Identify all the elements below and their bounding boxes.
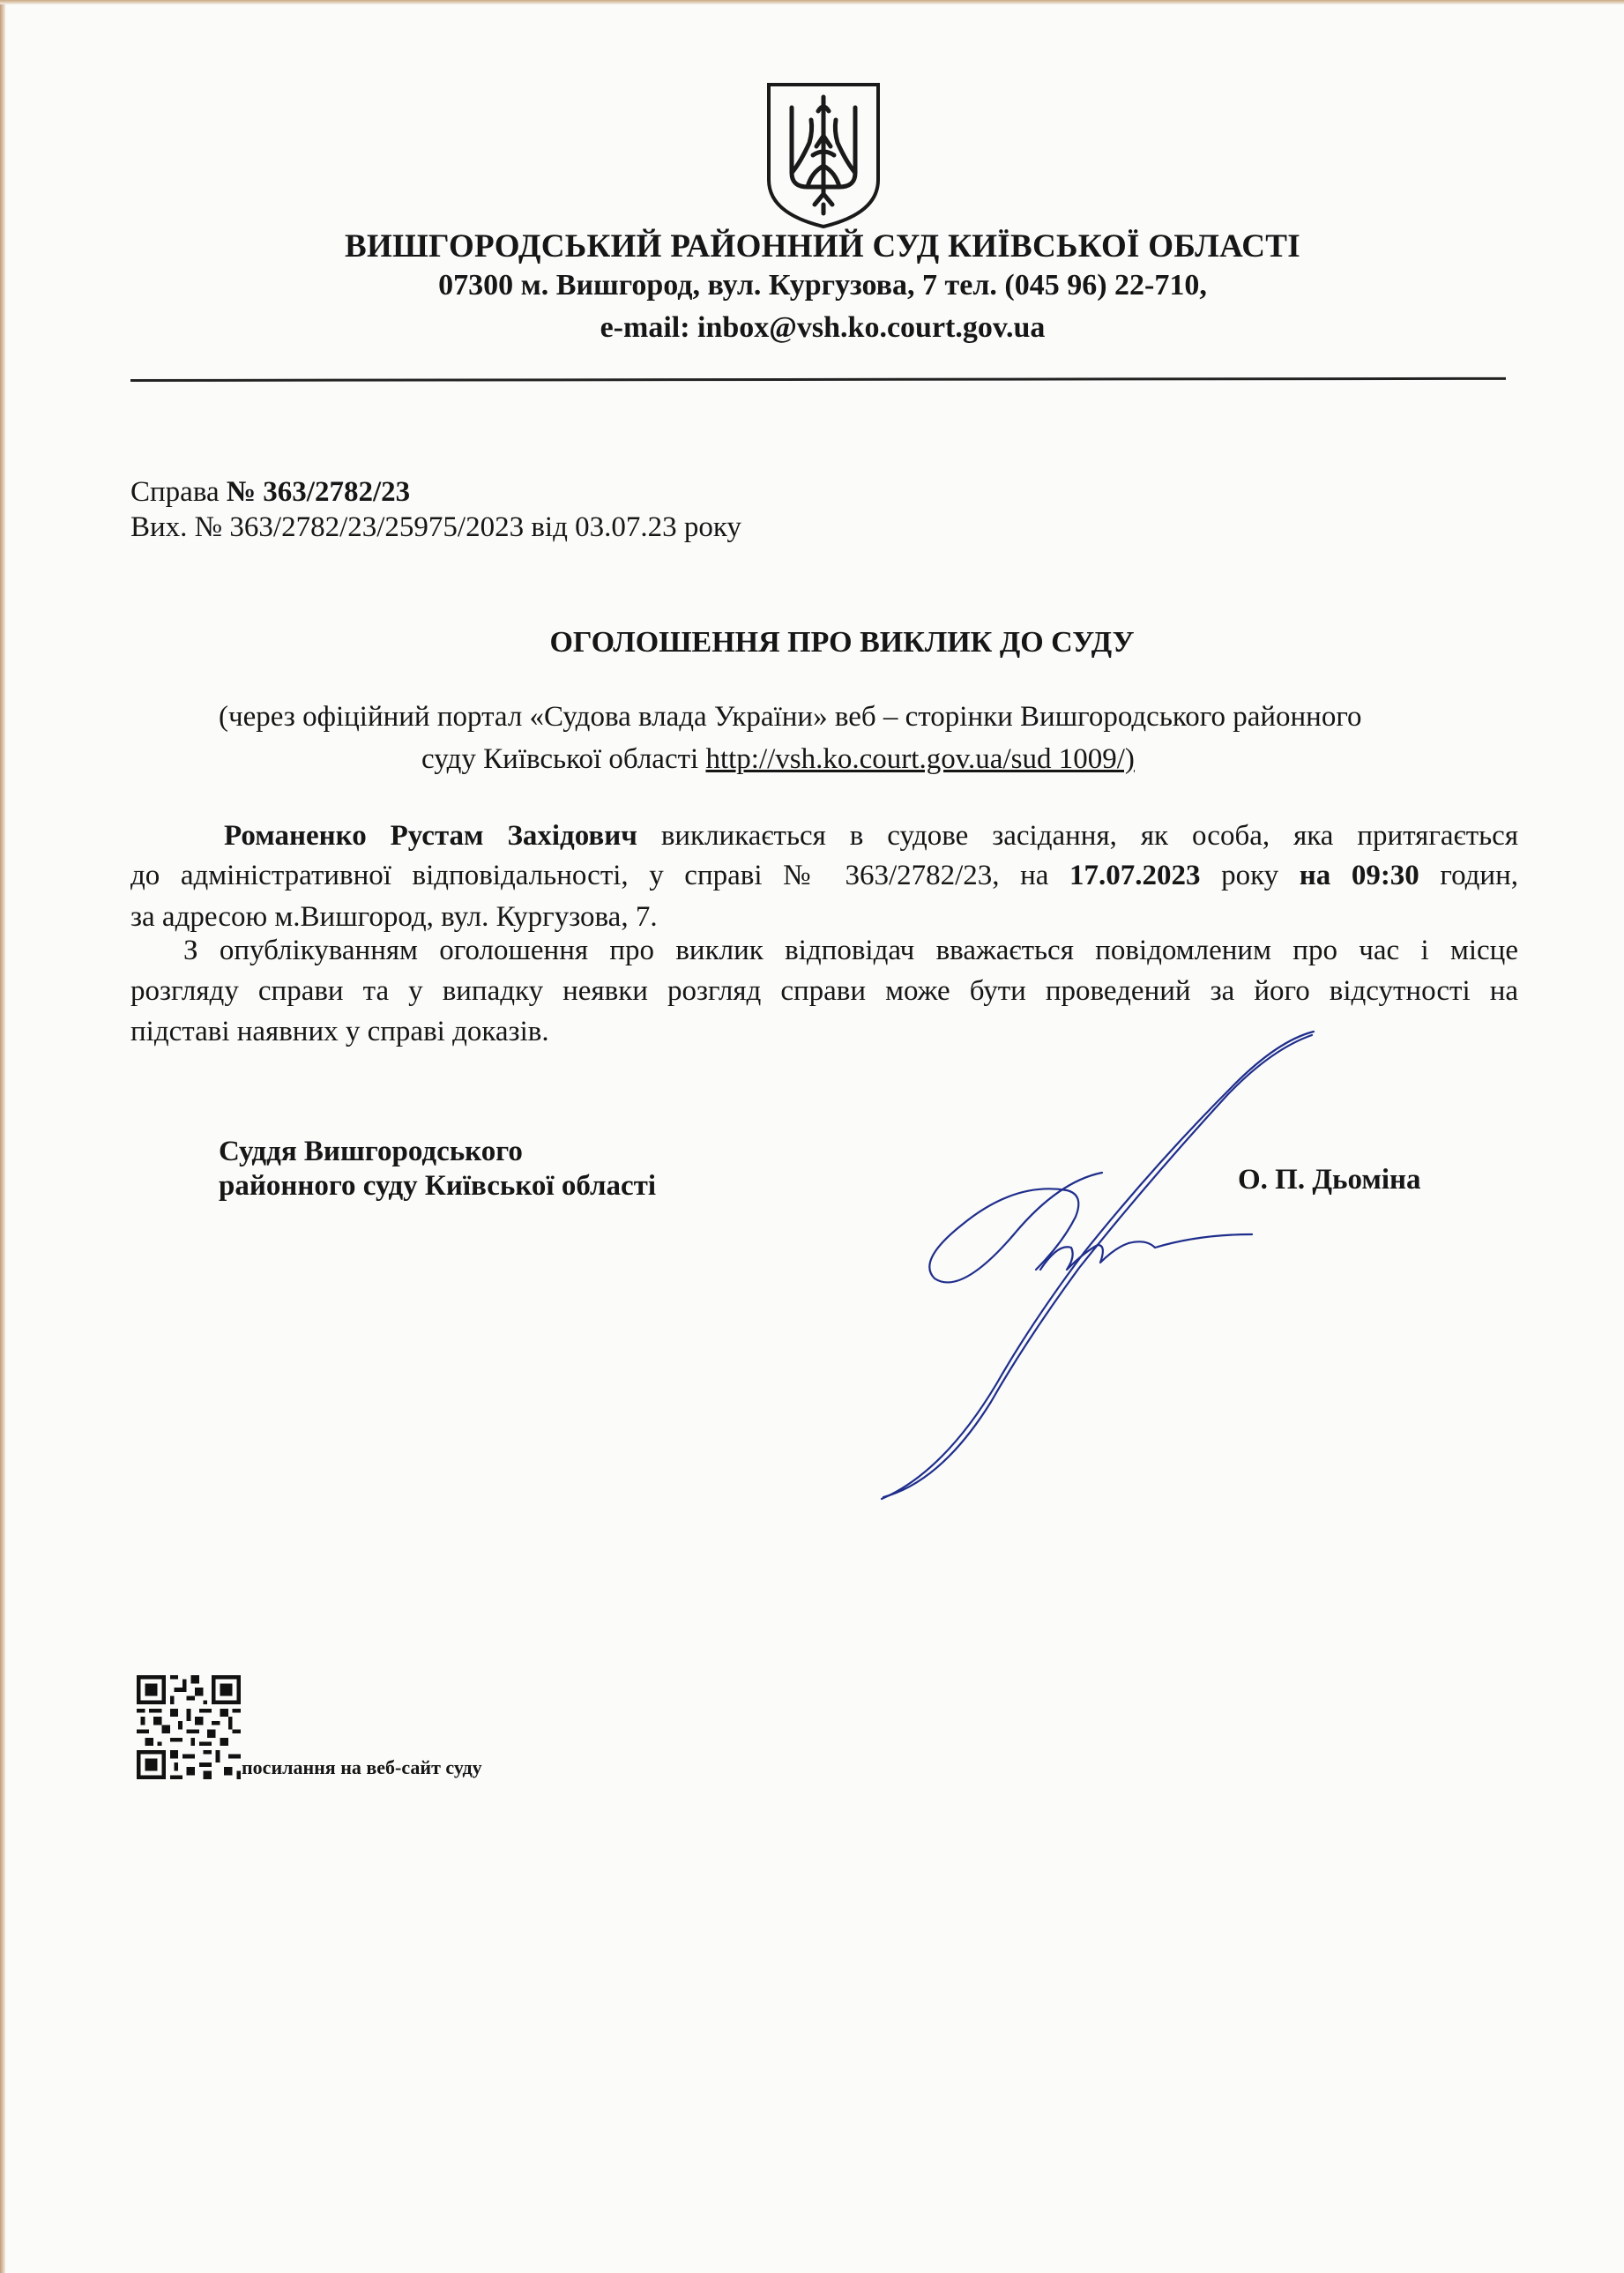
- outgoing-number: Вих. № 363/2782/23/25975/2023 від 03.07.23 року: [130, 511, 741, 543]
- coat-of-arms-icon: [765, 81, 882, 229]
- portal-note-line-1: (через офіційний портал «Судова влада України» веб – сторінки Вишгородського районного: [219, 701, 1362, 733]
- body-line-5: розгляду справи та у випадку неявки розгляд справи може бути проведений за його відсутності на: [130, 975, 1518, 1007]
- header-divider: [130, 377, 1506, 382]
- body-line-4: З опублікуванням оголошення про виклик відповідач вважається повідомленим про час і місце: [183, 935, 1518, 966]
- qr-code-icon: [137, 1675, 241, 1779]
- body-text-bold: на: [1299, 860, 1331, 891]
- hearing-date: 17.07.2023: [1069, 860, 1201, 891]
- court-address: 07300 м. Вишгород, вул. Кургузова, 7 тел. (045 96) 22-710,: [438, 269, 1207, 302]
- portal-note-line-2: [421, 743, 1135, 776]
- body-line-1: [130, 820, 1518, 853]
- court-name: ВИШГОРОДСЬКИЙ РАЙОННИЙ СУД КИЇВСЬКОЇ ОБЛАСТІ: [345, 228, 1300, 265]
- body-text: годин,: [1419, 860, 1519, 891]
- page-edge: [0, 0, 1624, 4]
- case-label: Справа: [130, 476, 227, 508]
- page-edge: [0, 0, 5, 2273]
- summoned-person-name: Романенко Рустам Західович: [224, 820, 637, 852]
- body-line-2: [130, 860, 1518, 892]
- body-text: року: [1200, 860, 1300, 891]
- hearing-time: 09:30: [1351, 860, 1419, 891]
- qr-caption: посилання на веб-сайт суду: [242, 1756, 482, 1778]
- portal-note-text: суду Київської області: [421, 743, 706, 775]
- judge-name: О. П. Дьоміна: [1238, 1164, 1421, 1196]
- body-text: викликається в судове засідання, як особа, яка притягається: [637, 820, 1518, 852]
- case-number: № 363/2782/23: [226, 476, 411, 508]
- page-title: ОГОЛОШЕННЯ ПРО ВИКЛИК ДО СУДУ: [549, 626, 1135, 659]
- body-text: до адміністративної відповідальності, у справі № 363/2782/23, на: [130, 860, 1069, 891]
- judge-role-line-2: районного суду Київської області: [219, 1170, 657, 1202]
- case-reference: [130, 476, 410, 509]
- body-line-3: за адресою м.Вишгород, вул. Кургузова, 7.: [130, 901, 658, 933]
- handwritten-signature: [864, 1014, 1340, 1525]
- judge-role-line-1: Суддя Вишгородського: [219, 1136, 523, 1167]
- body-text: [1330, 860, 1352, 891]
- court-email: e-mail: inbox@vsh.ko.court.gov.ua: [600, 311, 1046, 344]
- body-line-6: підставі наявних у справі доказів.: [130, 1016, 549, 1047]
- court-website-link[interactable]: http://vsh.ko.court.gov.ua/sud 1009/): [705, 743, 1135, 775]
